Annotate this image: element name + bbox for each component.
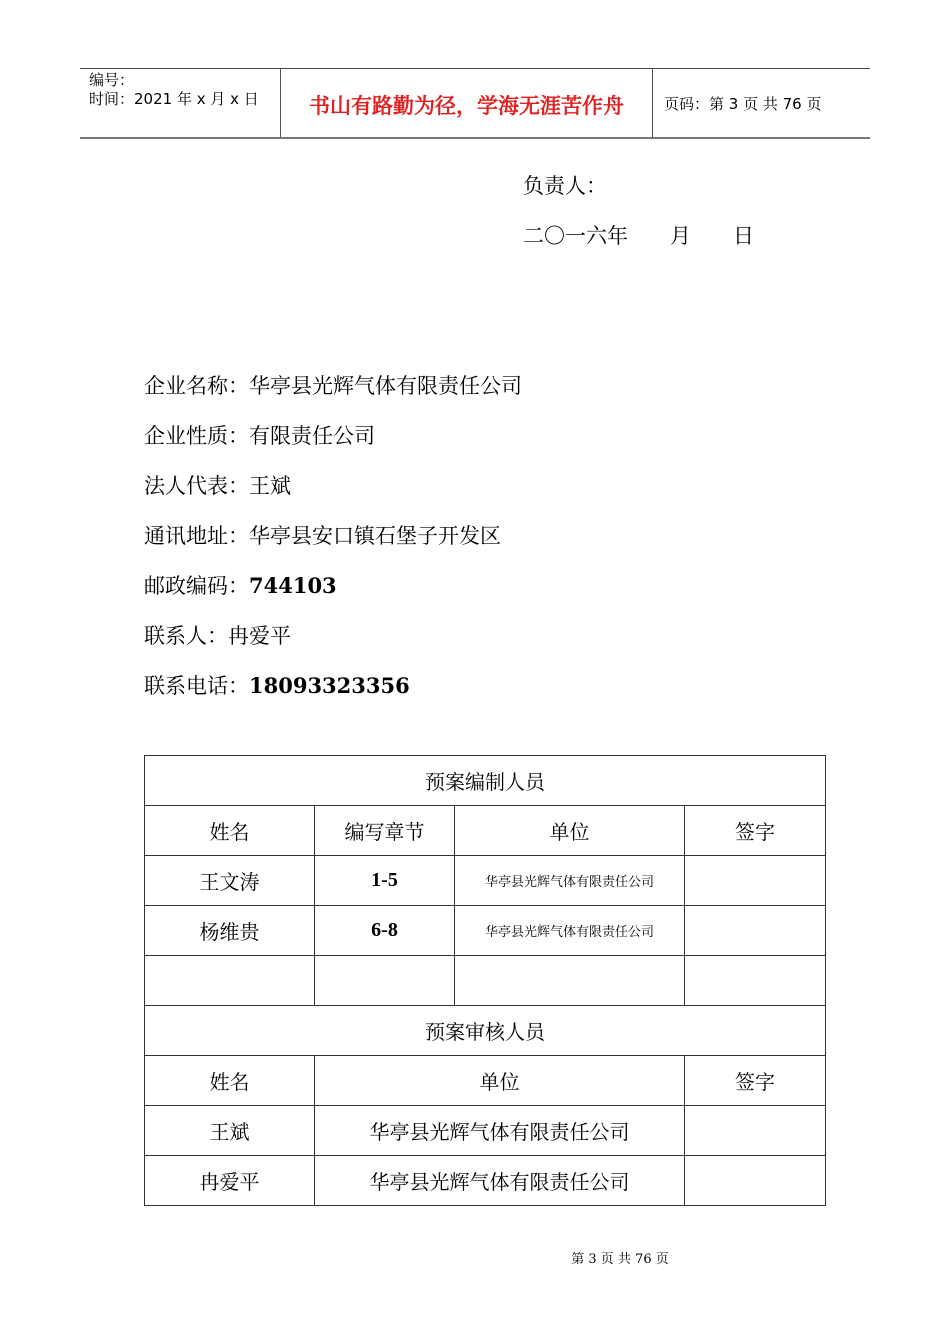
info-label: 企业名称： xyxy=(144,374,249,398)
unit-cell: 华亭县光辉气体有限责任公司 xyxy=(455,856,685,906)
header-name: 姓名 xyxy=(145,1056,315,1106)
name-cell: 杨维贵 xyxy=(145,906,315,956)
page-footer: 第 3 页 共 76 页 xyxy=(571,1252,669,1267)
info-label: 法人代表： xyxy=(144,474,249,498)
info-label: 邮政编码： xyxy=(144,574,249,598)
signature-cell xyxy=(685,1156,826,1206)
header-meta xyxy=(80,69,280,137)
page-header xyxy=(80,68,870,139)
info-value: 冉爱平 xyxy=(228,624,291,648)
header-page-info: 页码：第 3 页 共 76 页 xyxy=(664,94,822,113)
name-cell: 冉爱平 xyxy=(145,1156,315,1206)
info-line xyxy=(144,420,375,450)
responsible-label: 负责人： xyxy=(523,174,607,198)
info-label: 通讯地址： xyxy=(144,524,249,548)
signature-cell xyxy=(685,1106,826,1156)
chapter-cell xyxy=(315,956,455,1006)
name-cell xyxy=(145,956,315,1006)
info-value: 有限责任公司 xyxy=(249,424,375,448)
header-name: 姓名 xyxy=(145,806,315,856)
info-value: 华亭县安口镇石堡子开发区 xyxy=(249,524,501,548)
header-signature: 签字 xyxy=(685,806,826,856)
info-label: 企业性质： xyxy=(144,424,249,448)
info-value: 744103 xyxy=(249,573,337,598)
info-value: 王斌 xyxy=(249,474,291,498)
compilers-title: 预案编制人员 xyxy=(145,756,826,806)
info-value: 18093323356 xyxy=(249,673,410,698)
name-cell: 王斌 xyxy=(145,1106,315,1156)
info-line xyxy=(144,370,522,400)
sign-date: 二〇一六年 月 日 xyxy=(523,224,754,248)
info-line xyxy=(144,670,410,700)
header-motto: 书山有路勤为径，学海无涯苦作舟 xyxy=(280,69,653,137)
unit-cell: 华亭县光辉气体有限责任公司 xyxy=(315,1156,685,1206)
table-row xyxy=(145,956,826,1006)
unit-cell: 华亭县光辉气体有限责任公司 xyxy=(455,906,685,956)
compilers-reviewers-table xyxy=(144,755,826,1206)
signature-cell xyxy=(685,906,826,956)
chapter-cell: 1-5 xyxy=(315,856,455,906)
reviewers-title: 预案审核人员 xyxy=(145,1006,826,1056)
table-row xyxy=(145,1156,826,1206)
header-unit: 单位 xyxy=(455,806,685,856)
info-line xyxy=(144,570,337,600)
info-line xyxy=(144,520,501,550)
number-label: 编号： xyxy=(89,71,135,89)
table-row xyxy=(145,906,826,956)
header-unit: 单位 xyxy=(315,1056,685,1106)
unit-cell xyxy=(455,956,685,1006)
info-value: 华亭县光辉气体有限责任公司 xyxy=(249,374,522,398)
signature-cell xyxy=(685,856,826,906)
chapter-cell: 6-8 xyxy=(315,906,455,956)
header-chapter: 编写章节 xyxy=(315,806,455,856)
info-line xyxy=(144,470,291,500)
unit-cell: 华亭县光辉气体有限责任公司 xyxy=(315,1106,685,1156)
info-line xyxy=(144,620,291,650)
time-label: 时间：2021 年 x 月 x 日 xyxy=(89,90,259,108)
name-cell: 王文涛 xyxy=(145,856,315,906)
info-label: 联系人： xyxy=(144,624,228,648)
info-label: 联系电话： xyxy=(144,674,249,698)
table-row xyxy=(145,856,826,906)
header-signature: 签字 xyxy=(685,1056,826,1106)
signature-cell xyxy=(685,956,826,1006)
table-row xyxy=(145,1106,826,1156)
